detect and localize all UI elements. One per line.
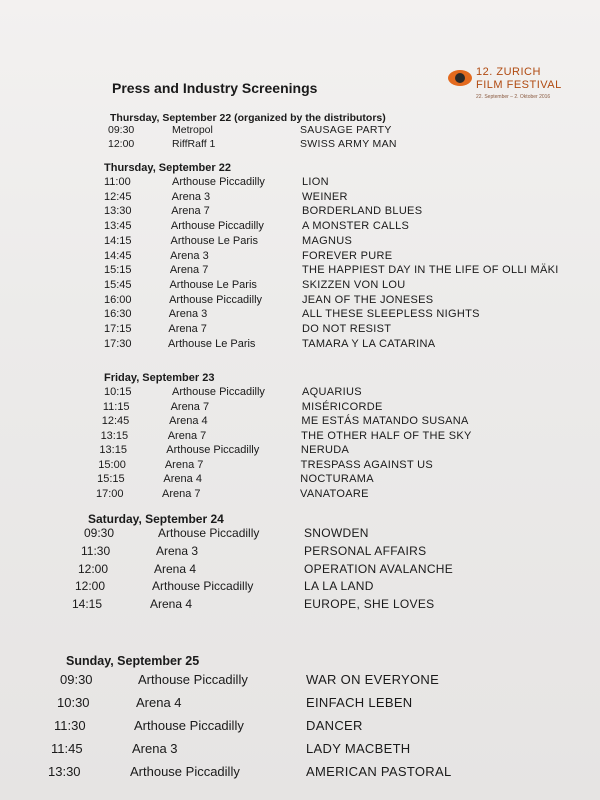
screening-film: EINFACH LEBEN	[306, 695, 413, 710]
screening-time: 13:45	[104, 220, 132, 233]
screening-time: 12:00	[78, 561, 109, 576]
screening-film: LION	[302, 176, 329, 188]
screening-venue: Arthouse Le Paris	[170, 234, 258, 247]
screening-venue: Arena 7	[167, 429, 207, 442]
section-heading: Saturday, September 24	[88, 512, 224, 526]
screening-venue: Arena 3	[171, 190, 211, 203]
screening-time: 13:30	[104, 205, 132, 218]
screening-time: 11:30	[81, 543, 111, 558]
screening-film: SNOWDEN	[304, 526, 369, 540]
screening-film: ME ESTÁS MATANDO SUSANA	[301, 415, 469, 427]
screening-film: THE OTHER HALF OF THE SKY	[301, 429, 472, 442]
screening-venue: Metropol	[172, 124, 213, 136]
screening-time: 11:00	[104, 176, 131, 188]
section-heading: Thursday, September 22 (organized by the distributors)	[110, 112, 386, 124]
screening-film: MAGNUS	[302, 234, 353, 247]
screening-venue: Arena 7	[162, 487, 201, 500]
screening-film: JEAN OF THE JONESES	[302, 293, 434, 306]
screening-time: 12:00	[108, 137, 135, 150]
screening-venue: Arena 3	[170, 249, 209, 262]
screening-venue: RiffRaff 1	[172, 137, 216, 150]
screening-venue: Arena 4	[150, 597, 193, 612]
screening-film: AQUARIUS	[302, 386, 362, 398]
screening-venue: Arena 4	[163, 473, 202, 485]
screening-film: TAMARA Y LA CATARINA	[302, 337, 436, 350]
screening-time: 09:30	[84, 526, 115, 540]
screening-time: 12:45	[104, 190, 132, 203]
screening-time: 14:15	[104, 234, 132, 247]
screening-venue: Arena 7	[171, 205, 210, 218]
screening-venue: Arthouse Piccadilly	[166, 444, 260, 456]
screening-film: OPERATION AVALANCHE	[304, 561, 454, 576]
screening-film: AMERICAN PASTORAL	[306, 764, 452, 779]
screening-film: DO NOT RESIST	[302, 323, 392, 335]
screening-venue: Arthouse Piccadilly	[138, 672, 248, 687]
screening-time: 12:45	[101, 415, 130, 427]
screening-film: FOREVER PURE	[302, 249, 393, 262]
screening-time: 14:45	[104, 249, 132, 262]
screening-time: 17:30	[104, 337, 132, 350]
screening-time: 15:15	[97, 473, 125, 485]
screening-film: LADY MACBETH	[306, 741, 411, 756]
screening-time: 09:30	[108, 124, 135, 136]
screening-film: PERSONAL AFFAIRS	[304, 543, 427, 558]
screening-time: 13:15	[99, 444, 127, 456]
screening-venue: Arthouse Piccadilly	[170, 220, 264, 233]
screening-film: SAUSAGE PARTY	[300, 124, 392, 136]
section-heading: Friday, September 23	[104, 372, 215, 384]
festival-logo	[448, 64, 588, 108]
logo-line-1: 12. ZURICH	[476, 66, 541, 78]
screening-time: 14:15	[72, 597, 103, 612]
screening-film: SWISS ARMY MAN	[300, 137, 397, 150]
screening-film: EUROPE, SHE LOVES	[304, 597, 435, 612]
screening-film: THE HAPPIEST DAY IN THE LIFE OF OLLI MÄKI	[302, 264, 559, 277]
screening-film: SKIZZEN VON LOU	[302, 278, 406, 291]
screening-venue: Arena 4	[136, 695, 182, 710]
screening-time: 15:00	[98, 458, 126, 471]
screening-film: DANCER	[306, 718, 363, 733]
eye-logo-icon	[448, 70, 472, 86]
screening-film: WAR ON EVERYONE	[306, 672, 440, 687]
screening-venue: Arena 3	[156, 543, 199, 558]
screening-time: 15:45	[104, 278, 132, 291]
logo-line-2: FILM FESTIVAL	[476, 79, 562, 91]
screening-film: ALL THESE SLEEPLESS NIGHTS	[302, 308, 480, 321]
screening-time: 15:15	[104, 264, 132, 277]
screening-venue: Arthouse Le Paris	[168, 337, 256, 350]
screening-time: 13:15	[100, 429, 129, 442]
screening-venue: Arena 7	[164, 458, 204, 471]
screening-venue: Arthouse Piccadilly	[172, 176, 265, 188]
screening-venue: Arthouse Piccadilly	[158, 526, 260, 540]
screening-film: MISÉRICORDE	[301, 400, 383, 413]
section-heading: Sunday, September 25	[66, 654, 200, 668]
screening-film: VANATOARE	[300, 487, 369, 500]
screening-time: 12:00	[75, 579, 106, 594]
screening-venue: Arthouse Piccadilly	[169, 293, 263, 306]
screening-venue: Arthouse Piccadilly	[130, 764, 240, 779]
screening-venue: Arthouse Piccadilly	[134, 718, 244, 733]
screening-venue: Arthouse Piccadilly	[152, 579, 254, 594]
screening-time: 11:30	[54, 718, 86, 733]
screening-time: 17:15	[104, 323, 132, 335]
screening-time: 10:15	[104, 386, 132, 398]
screening-time: 10:30	[57, 695, 90, 710]
screening-film: NERUDA	[300, 444, 350, 456]
page-title: Press and Industry Screenings	[112, 80, 318, 96]
screening-venue: Arena 7	[168, 323, 207, 335]
screening-film: TRESPASS AGAINST US	[300, 458, 434, 471]
screening-venue: Arena 7	[169, 264, 209, 277]
screening-venue: Arena 4	[169, 415, 208, 427]
screening-film: LA LA LAND	[304, 579, 374, 594]
screening-time: 11:15	[102, 400, 130, 413]
screening-venue: Arena 3	[168, 308, 208, 321]
screening-time: 16:00	[104, 293, 132, 306]
logo-dates: 22. September – 2. Oktober 2016	[476, 94, 551, 100]
screening-film: WEINER	[302, 190, 348, 203]
screening-film: BORDERLAND BLUES	[302, 205, 423, 218]
screening-venue: Arena 7	[170, 400, 210, 413]
screening-time: 09:30	[60, 672, 93, 687]
screening-film: NOCTURAMA	[300, 473, 374, 485]
screening-venue: Arthouse Piccadilly	[172, 386, 265, 398]
screening-time: 13:30	[48, 764, 81, 779]
screening-venue: Arena 4	[154, 561, 197, 576]
screening-time: 16:30	[104, 308, 132, 321]
screening-venue: Arthouse Le Paris	[169, 278, 257, 291]
screening-film: A MONSTER CALLS	[302, 220, 410, 233]
screening-venue: Arena 3	[132, 741, 178, 756]
screening-time: 17:00	[96, 487, 124, 500]
section-heading: Thursday, September 22	[104, 162, 231, 174]
screening-time: 11:45	[51, 741, 83, 756]
